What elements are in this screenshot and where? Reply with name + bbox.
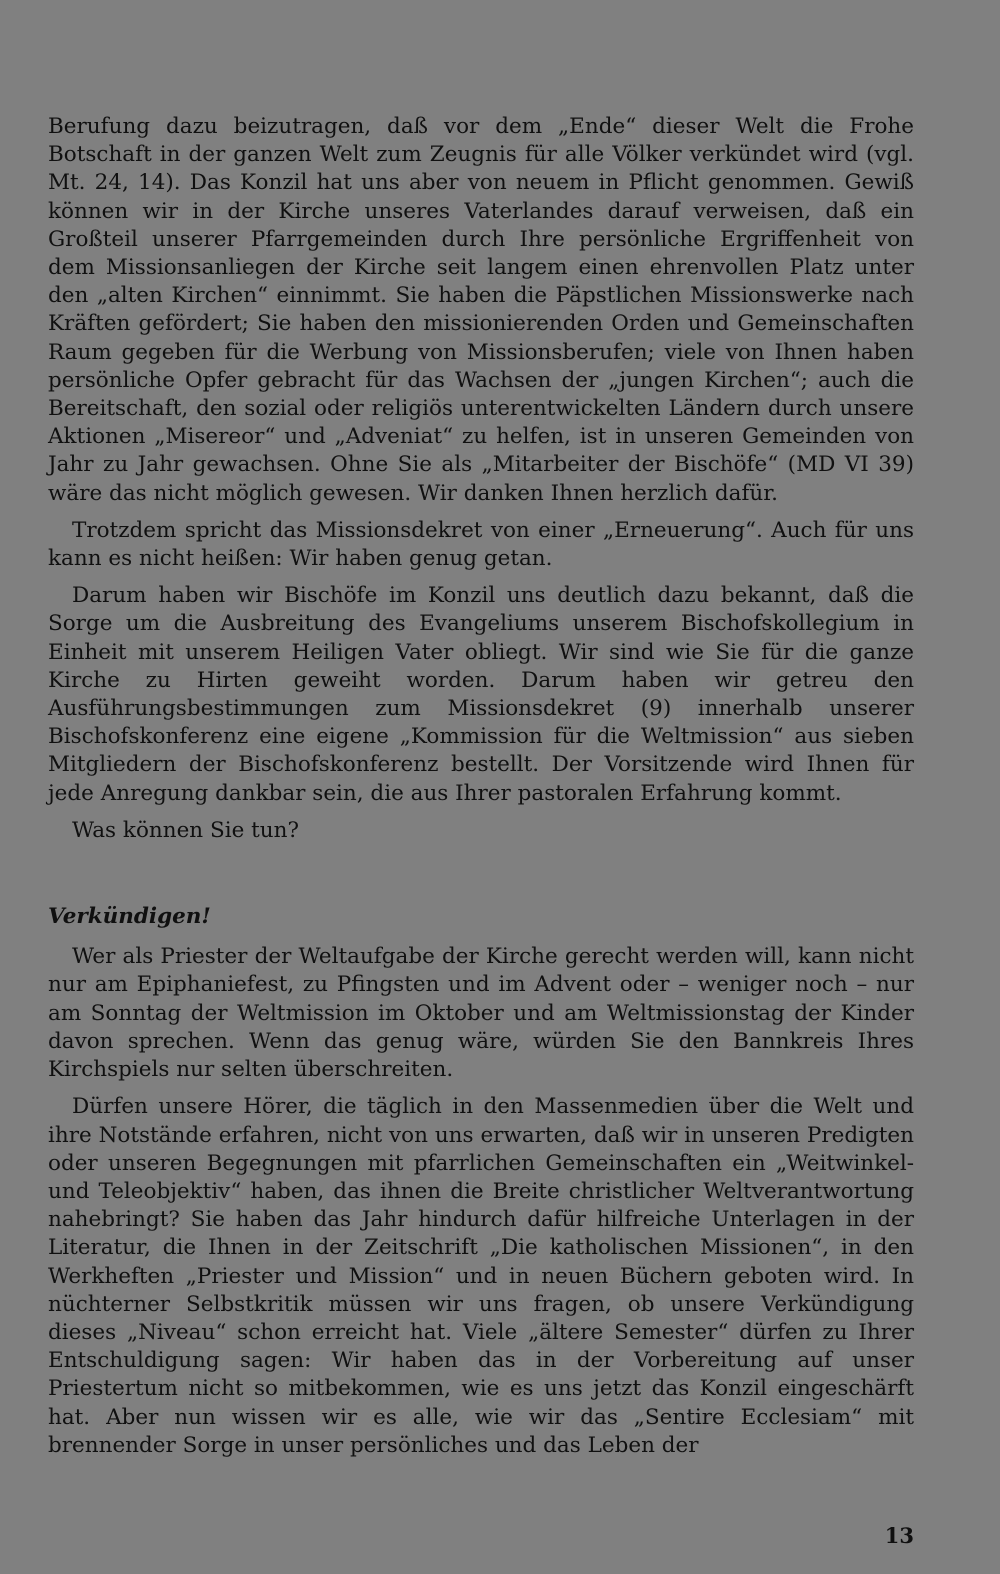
paragraph-continuation: Berufung dazu beizutragen, daß vor dem „Ende“ dieser Welt die Frohe Botschaft in der ganzen Welt zum Zeugnis für alle Völker verkündet wird (vgl. Mt. 24, 14). Das Konzil hat uns aber von neuem in Pflicht genommen. Gewiß können wir in der Kirche unseres Vaterlandes darauf verweisen, daß ein Großteil unserer Pfarrgemeinden durch Ihre persönliche Ergriffenheit von dem Missionsanliegen der Kirche seit langem einen ehrenvollen Platz unter den „alten Kirchen“ einnimmt. Sie haben die Päpstlichen Missionswerke nach Kräften gefördert; Sie haben den missionierenden Orden und Gemeinschaften Raum gegeben für die Werbung von Missionsberufen; viele von Ihnen haben persönliche Opfer gebracht für das Wachsen der „jungen Kirchen“; auch die Bereitschaft, den sozial oder religiös unterentwickelten Ländern durch unsere Aktionen „Misereor“ und „Adveniat“ zu helfen, ist in unseren Gemeinden von Jahr zu Jahr gewachsen. Ohne Sie als „Mitarbeiter der Bischöfe“ (MD VI 39) wäre das nicht möglich gewesen. Wir danken Ihnen herzlich dafür. bbox=[48, 114, 914, 506]
paragraph-hoerer: Dürfen unsere Hörer, die täglich in den Massenmedien über die Welt und ihre Notstände erfahren, nicht von uns erwarten, daß wir in unseren Predigten oder unseren Begegnungen mit pfarrlichen Gemeinschaften ein „Weitwinkel- und Teleobjektiv“ haben, das ihnen die Breite christlicher Weltverantwortung nahebringt? Sie haben das Jahr hindurch dafür hilfreiche Unterlagen in der Literatur, die Ihnen in der Zeitschrift „Die katholischen Missionen“, in den Werkheften „Priester und Mission“ und in neuen Büchern geboten wird. In nüchterner Selbstkritik müssen wir uns fragen, ob unsere Verkündigung dieses „Niveau“ schon erreicht hat. Viele „ältere Semester“ dürfen zu Ihrer Entschuldigung sagen: Wir haben das in der Vorbereitung auf unser Priestertum nicht so mitbekommen, wie es uns jetzt das Konzil eingeschärft hat. Aber nun wissen wir es alle, wie wir das „Sentire Ecclesiam“ mit brennender Sorge in unser persönliches und das Leben der bbox=[48, 1094, 914, 1458]
paragraph-priester: Wer als Priester der Weltaufgabe der Kirche gerecht werden will, kann nicht nur am Epiphaniefest, zu Pfingsten und im Advent oder – weniger noch – nur am Sonntag der Weltmission im Oktober und am Weltmissionstag der Kinder davon sprechen. Wenn das genug wäre, würden Sie den Bannkreis Ihres Kirchspiels nur selten überschreiten. bbox=[48, 944, 914, 1083]
section-heading: Verkündigen! bbox=[48, 904, 211, 930]
paragraph-erneuerung: Trotzdem spricht das Missionsdekret von einer „Erneuerung“. Auch für uns kann es nicht heißen: Wir haben genug getan. bbox=[48, 517, 914, 572]
paragraph-question: Was können Sie tun? bbox=[72, 817, 300, 843]
paragraph-bischoefe: Darum haben wir Bischöfe im Konzil uns deutlich dazu bekannt, daß die Sorge um die Ausbreitung des Evangeliums unserem Bischofskollegium in Einheit mit unserem Heiligen Vater obliegt. Wir sind wie Sie für die ganze Kirche zu Hirten geweiht worden. Darum haben wir getreu den Ausführungsbestimmungen zum Missionsdekret (9) innerhalb unserer Bischofskonferenz eine eigene „Kommission für die Weltmission“ aus sieben Mitgliedern der Bischofskonferenz bestellt. Der Vorsitzende wird Ihnen für jede Anregung dankbar sein, die aus Ihrer pastoralen Erfahrung kommt. bbox=[48, 583, 914, 806]
page-number: 13 bbox=[884, 1523, 914, 1548]
page-body bbox=[48, 113, 914, 1460]
